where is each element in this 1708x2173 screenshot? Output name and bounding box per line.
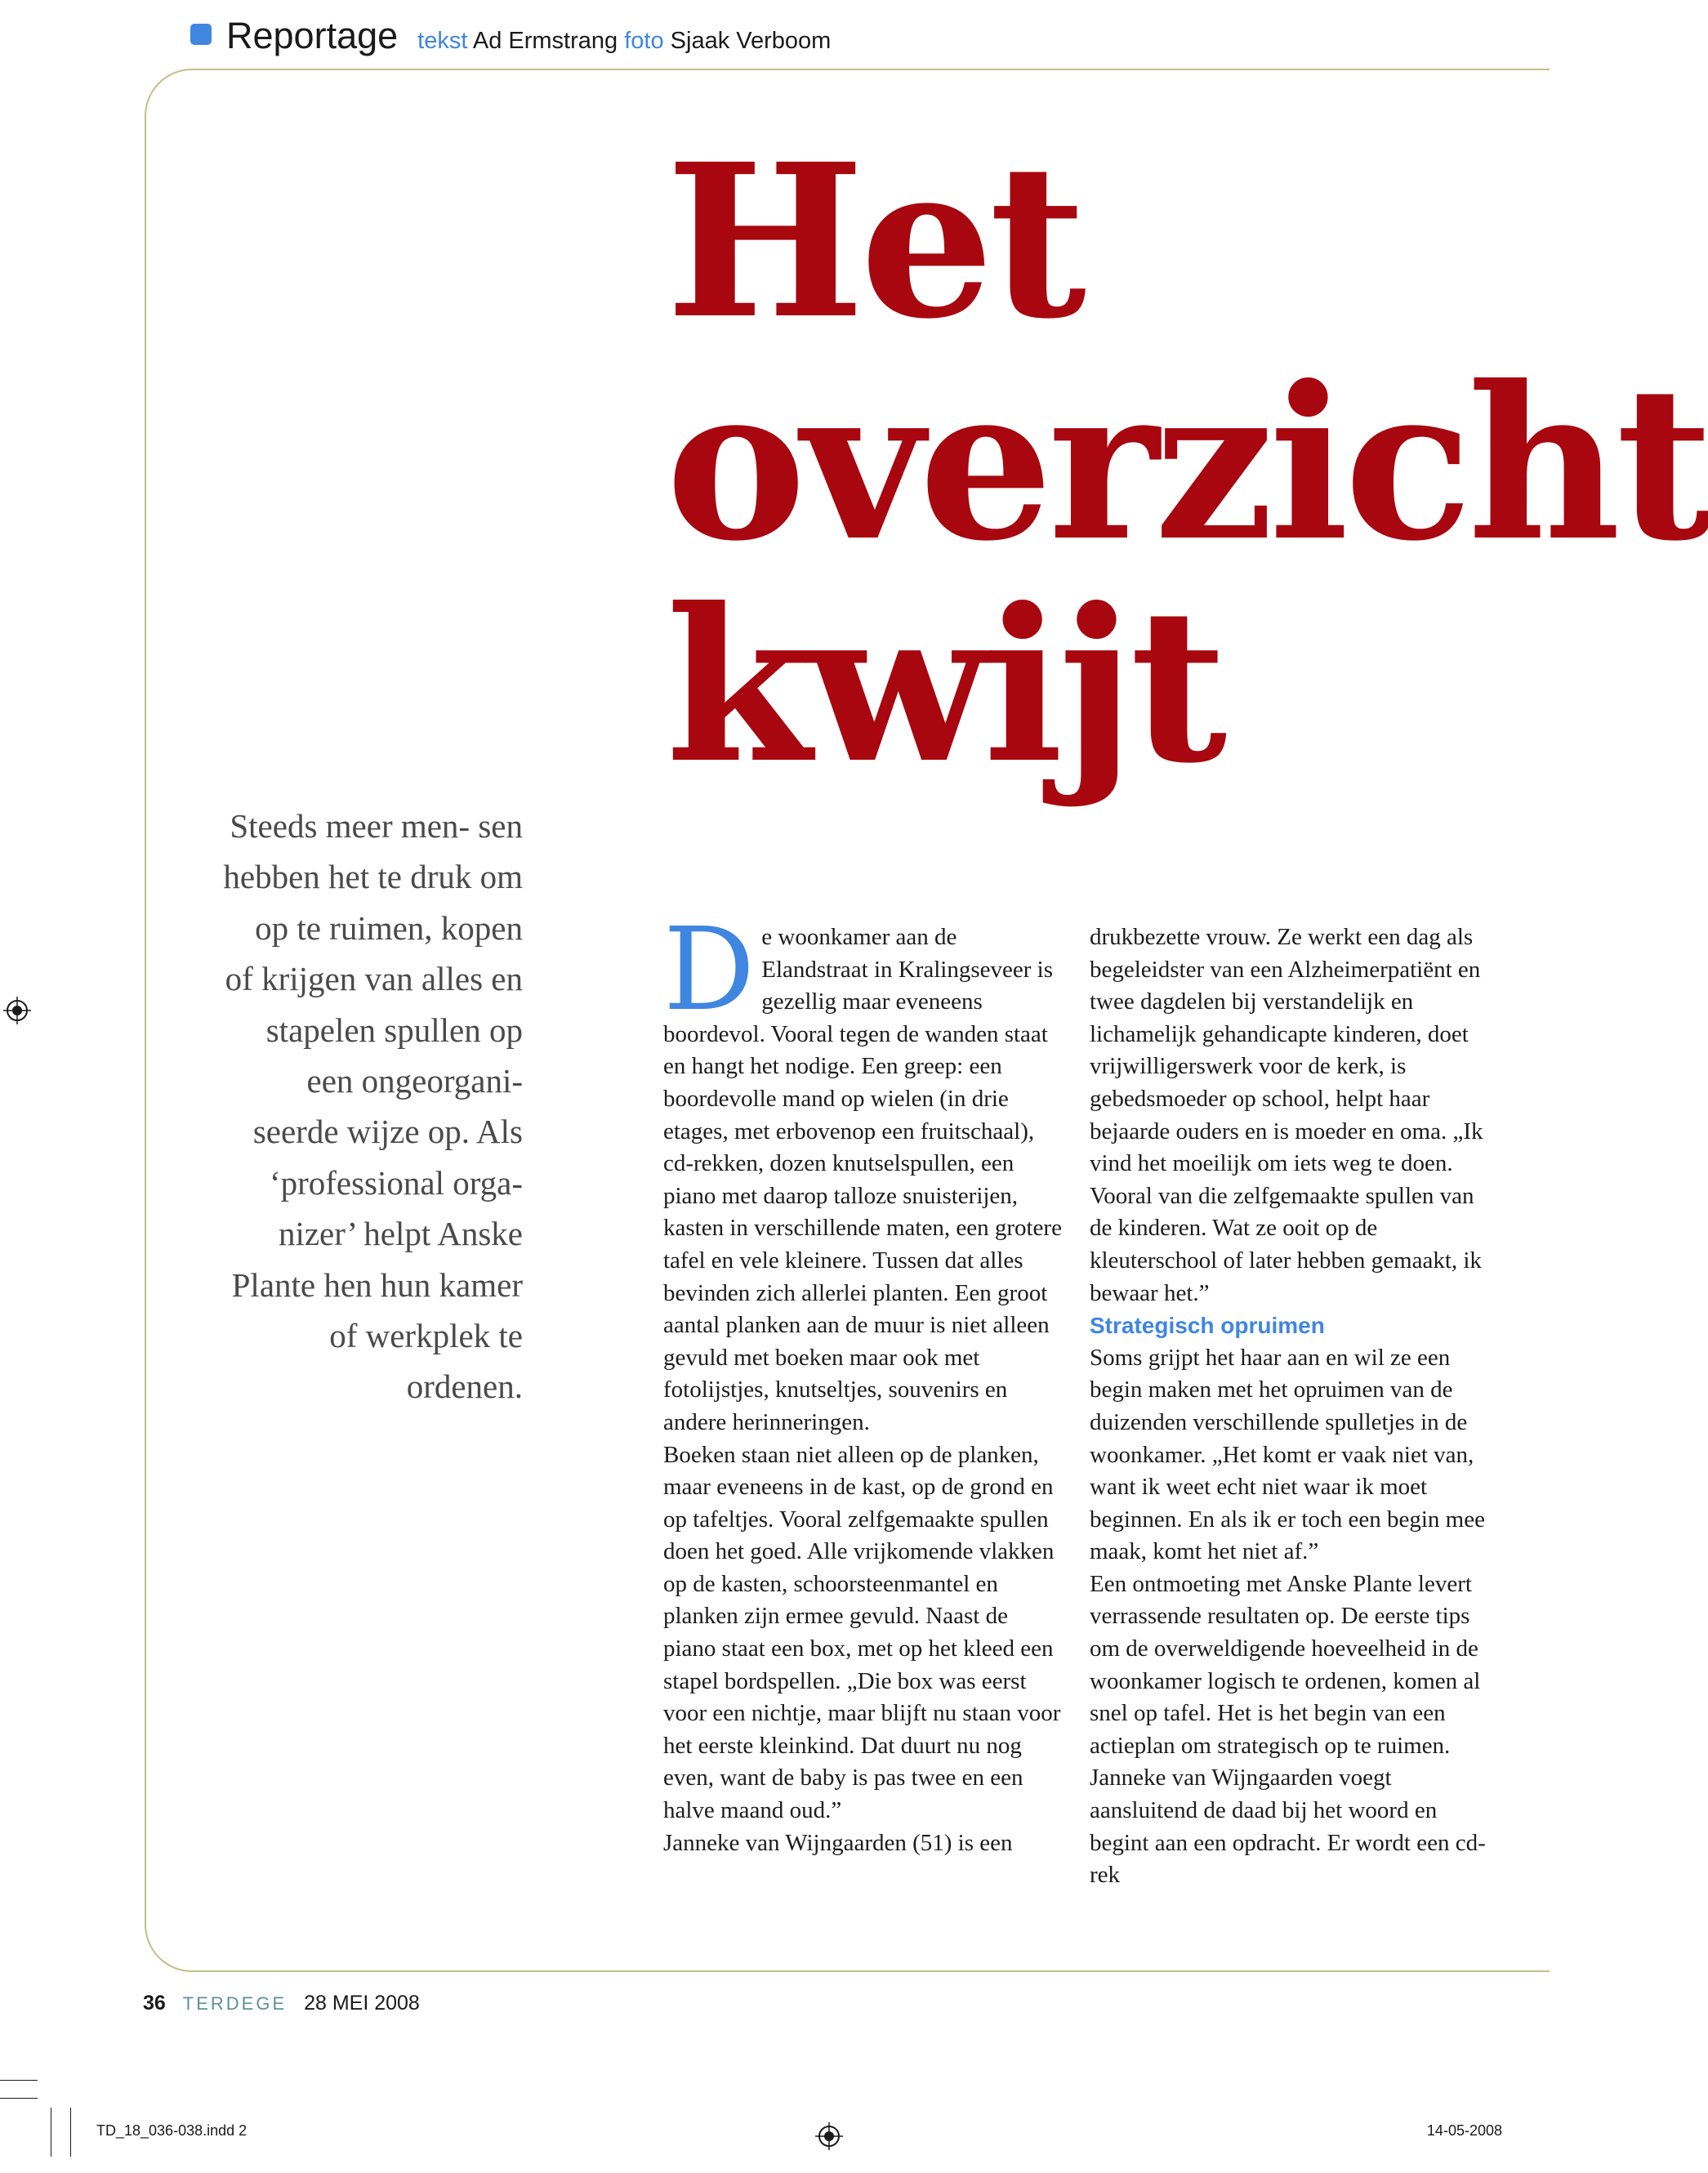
- page-header: [190, 15, 831, 64]
- page-footer: [143, 1992, 420, 2015]
- subheading: Strategisch opruimen: [1090, 1313, 1325, 1339]
- headline-line-1: Het: [666, 118, 1082, 365]
- page-number: 36: [143, 1992, 166, 2015]
- crop-mark: [0, 2080, 38, 2081]
- byline: [417, 28, 831, 55]
- slug-date: 14-05-2008: [1426, 2122, 1502, 2139]
- registration-mark-icon: [815, 2122, 843, 2150]
- body-paragraph-text: e woonkamer aan de Elandstraat in Kralingseveer is gezellig maar eveneens boordevol. Vooral tegen de wanden staat en hangt het nodige. Een greep: een boordevolle mand op wielen (in drie etages, met erbovenop een fruitschaal), cd-rekken, dozen knutselspullen, een piano met daarop talloze snuisterijen, kasten in verschillende maten, een grotere tafel en vele kleinere. Tussen dat alles bevinden zich allerlei planten. Een groot aantal planken aan de muur is niet alleen gevuld met boeken maar ook met fotolijstjes, knutseltjes, souvenirs en andere herinneringen.: [663, 924, 1062, 1435]
- body-paragraph: Een ontmoeting met Anske Plante levert verrassende resultaten op. De eerste tips om de overweldigende hoeveelheid in de woonkamer logisch te ordenen, komen al snel op tafel. Het is het begin van een actieplan om strategisch op te ruimen. Janneke van Wijngaarden voegt aansluitend de daad bij het woord en begint aan een opdracht. Er wordt een cd-rek: [1090, 1570, 1486, 1889]
- section-marker-icon: [190, 24, 212, 45]
- text-author: Ad Ermstrang: [472, 28, 618, 54]
- headline-line-2: overzicht: [666, 340, 1708, 587]
- body-column-2: [1090, 921, 1495, 1892]
- photo-author: Sjaak Verboom: [670, 28, 832, 54]
- body-paragraph: Janneke van Wijngaarden (51) is een: [663, 1829, 1013, 1856]
- body-paragraph: drukbezette vrouw. Ze werkt een dag als begeleidster van een Alzheimerpatiënt en twee dagdelen bij verstandelijk en lichamelijk gehandicapte kinderen, doet vrijwilligerswerk voor de kerk, is gebedsmoeder op school, helpt haar bejaarde ouders en is moeder en oma. „Ik vind het moeilijk om iets weg te doen. Vooral van die zelfgemaakte spullen van de kinderen. Wat ze ooit op de kleuterschool of later hebben gemaakt, ik bewaar het.”: [1090, 924, 1483, 1306]
- headline-line-3: kwijt: [666, 562, 1223, 810]
- magazine-name: TERDEGE: [182, 1993, 288, 2014]
- headline: [666, 118, 1708, 810]
- registration-mark-icon: [3, 997, 31, 1024]
- body-column-1: [663, 904, 1062, 1859]
- body-paragraph: Soms grijpt het haar aan en wil ze een begin maken met het opruimen van de duizenden verschillende spulletjes in de woonkamer. „Het komt er vaak niet van, want ik weet echt niet waar ik moet beginnen. En als ik er toch een begin mee maak, komt het niet af.”: [1090, 1344, 1485, 1565]
- body-paragraph: [663, 904, 1062, 1439]
- body-paragraph: Boeken staan niet alleen op de planken, maar eveneens in de kast, op de grond en op tafeltjes. Vooral zelfgemaakte spullen doen het goed. Alle vrijkomende vlakken op de kasten, schoorsteenmantel en planken zijn ermee gevuld. Naast de piano staat een box, met op het kleed een stapel bordspellen. „Die box was eerst voor een nichtje, maar blijft nu staan voor het eerste kleinkind. Dat duurt nu nog even, want de baby is pas twee en een halve maand oud.”: [663, 1441, 1061, 1824]
- photo-label: foto: [624, 28, 664, 54]
- text-label: tekst: [417, 28, 468, 54]
- crop-mark: [70, 2108, 71, 2157]
- section-title: Reportage: [226, 15, 399, 56]
- drop-cap: D: [663, 904, 756, 1037]
- crop-mark: [0, 2098, 38, 2099]
- intro-text: Steeds meer men- sen hebben het te druk om op te ruimen, kopen of krijgen van alles en stapelen spullen op een ongeorgani- seerde wijze op. Als ‘professional orga- nizer’ helpt Anske Plante hen hun kamer of werkplek te ordenen.: [223, 807, 523, 1406]
- issue-date: 28 MEI 2008: [304, 1992, 420, 2015]
- slug-filename: TD_18_036-038.indd 2: [96, 2122, 248, 2139]
